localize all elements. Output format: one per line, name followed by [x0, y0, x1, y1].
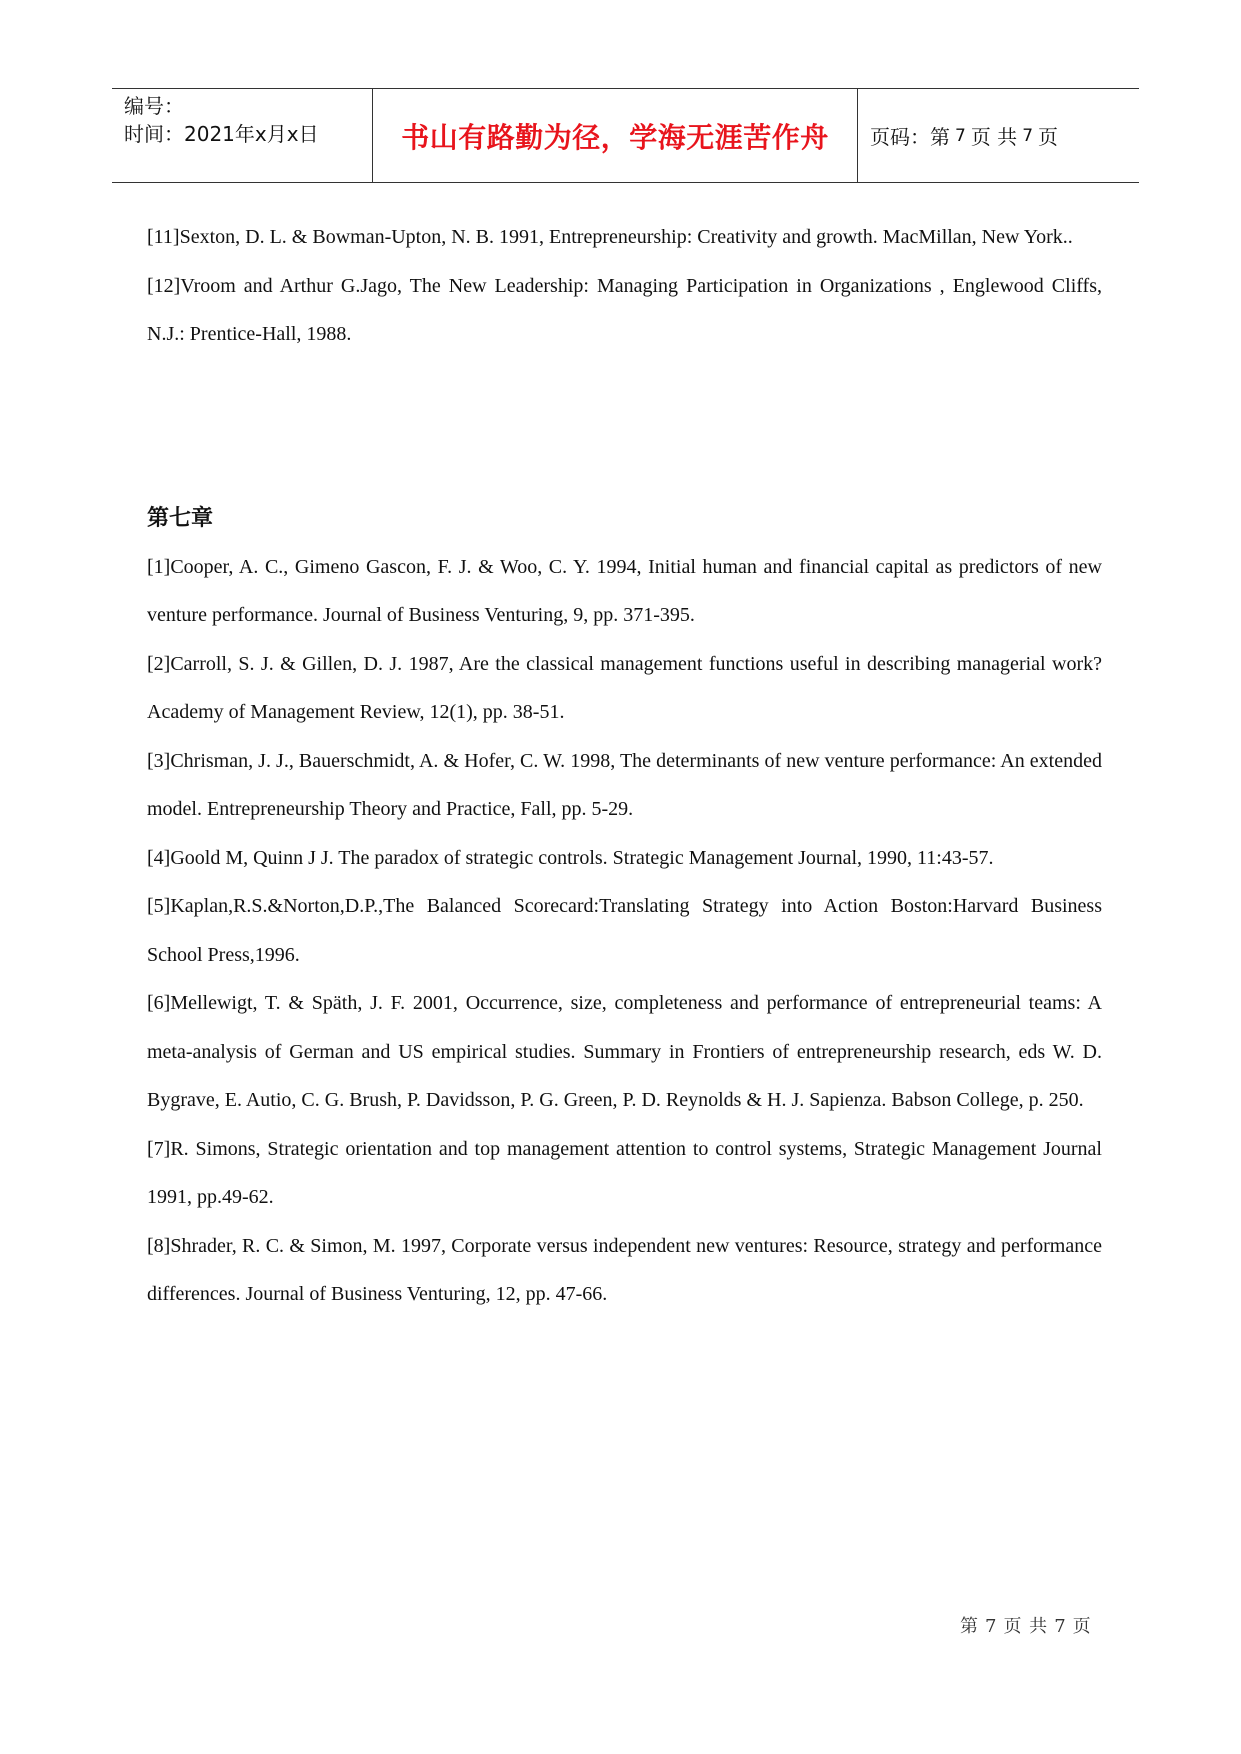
- page-footer: [960, 1612, 1092, 1638]
- reference-item: [1]Cooper, A. C., Gimeno Gascon, F. J. & Woo, C. Y. 1994, Initial human and financial capital as predictors of new venture performance. Journal of Business Venturing, 9, pp. 371-395.: [147, 555, 1102, 626]
- header-meta-cell: [112, 89, 373, 182]
- header-page-cell: [858, 89, 1139, 182]
- header-page-end: 页: [1038, 125, 1059, 149]
- footer-suffix: 页: [1072, 1616, 1092, 1637]
- header-page-mid: 页 共: [970, 125, 1018, 149]
- document-time-label: 时间：2021年x月x日: [124, 122, 319, 146]
- header-motto-cell: [373, 89, 858, 182]
- document-header: [112, 88, 1139, 183]
- reference-item: [4]Goold M, Quinn J J. The paradox of strategic controls. Strategic Management Journal, 1990, 11:43-57.: [147, 846, 994, 869]
- header-motto: 书山有路勤为径，学海无涯苦作舟: [401, 120, 829, 154]
- document-number-label: 编号：: [124, 94, 184, 118]
- reference-item: [11]Sexton, D. L. & Bowman-Upton, N. B. 1991, Entrepreneurship: Creativity and growth. MacMillan, New York..: [147, 226, 1073, 248]
- reference-item: [5]Kaplan,R.S.&Norton,D.P.,The Balanced Scorecard:Translating Strategy into Action Boston:Harvard Business School Press,1996.: [147, 895, 1102, 966]
- reference-item: [8]Shrader, R. C. & Simon, M. 1997, Corporate versus independent new ventures: Resource, strategy and performance differences. Journal of Business Venturing, 12, pp. 47-66.: [147, 1234, 1102, 1305]
- document-body: [147, 213, 1102, 1319]
- footer-total: 7: [1054, 1616, 1067, 1637]
- reference-item: [12]Vroom and Arthur G.Jago, The New Leadership: Managing Participation in Organizations , Englewood Cliffs, N.J.: Prentice-Hall, 1988.: [147, 274, 1102, 345]
- reference-item: [6]Mellewigt, T. & Späth, J. F. 2001, Occurrence, size, completeness and performance of entrepreneurial teams: A meta-analysis of German and US empirical studies. Summary in Frontiers of entrepreneurship research, eds W. D. Bygrave, E. Autio, C. G. Brush, P. Davidsson, P. G. Green, P. D. Reynolds & H. J. Sapienza. Babson College, p. 250.: [147, 992, 1102, 1111]
- footer-mid: 页 共: [1003, 1616, 1049, 1637]
- chapter-heading: 第七章: [147, 505, 214, 531]
- header-page-total: 7: [1022, 125, 1034, 146]
- section-gap: [147, 359, 1102, 495]
- footer-current: 7: [985, 1616, 998, 1637]
- header-page-current: 7: [955, 125, 966, 146]
- header-page-label: 页码：第: [870, 125, 950, 149]
- reference-item: [3]Chrisman, J. J., Bauerschmidt, A. & Hofer, C. W. 1998, The determinants of new venture performance: An extended model. Entrepreneurship Theory and Practice, Fall, pp. 5-29.: [147, 749, 1102, 820]
- reference-item: [2]Carroll, S. J. & Gillen, D. J. 1987, Are the classical management functions useful in describing managerial work? Academy of Management Review, 12(1), pp. 38-51.: [147, 652, 1102, 723]
- reference-item: [7]R. Simons, Strategic orientation and top management attention to control systems, Strategic Management Journal 1991, pp.49-62.: [147, 1137, 1102, 1208]
- footer-prefix: 第: [960, 1616, 979, 1637]
